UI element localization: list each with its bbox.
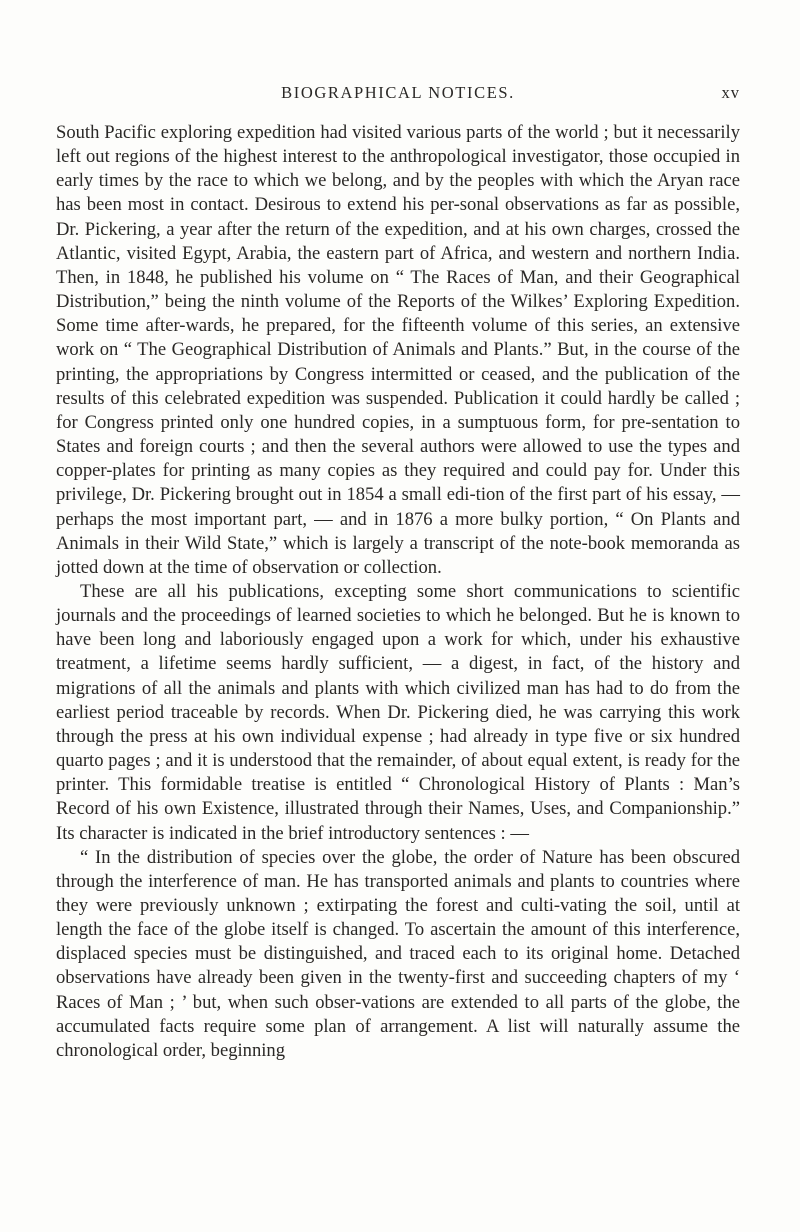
- running-head: [56, 83, 740, 107]
- page-number: xv: [721, 83, 740, 102]
- paragraph-quotation: “ In the distribution of species over the globe, the order of Nature has been obscured through the interference of man. He has transported animals and plants to countries where they were previously unknown ; extirpating the forest and culti-vating the soil, until at length the face of the globe itself is changed. To ascertain the amount of this interference, displaced species must be distinguished, and traced each to its original home. Detached observations have already been given in the twenty-first and succeeding chapters of my ‘ Races of Man ; ’ but, when such obser-vations are extended to all parts of the globe, the accumulated facts require some plan of arrangement. A list will naturally assume the chronological order, beginning: [56, 846, 740, 1061]
- paragraph-continued: South Pacific exploring expedition had visited various parts of the world ; but it necessarily left out regions of the highest interest to the anthropological investigator, those occupied in early times by the race to which we belong, and by the peoples with which the Aryan race has been most in contact. Desirous to extend his per-sonal observations as far as possible, Dr. Pickering, a year after the return of the expedition, and at his own charges, crossed the Atlantic, visited Egypt, Arabia, the eastern part of Africa, and western and northern India. Then, in 1848, he published his volume on “ The Races of Man, and their Geographical Distribution,” being the ninth volume of the Reports of the Wilkes’ Exploring Expedition. Some time after-wards, he prepared, for the fifteenth volume of this series, an extensive work on “ The Geographical Distribution of Animals and Plants.” But, in the course of the printing, the appropriations by Congress intermitted or ceased, and the publication of the results of this celebrated expedition was suspended. Publication it could hardly be called ; for Congress printed only one hundred copies, in a sumptuous form, for pre-sentation to States and foreign courts ; and then the several authors were allowed to use the types and copper-plates for printing as many copies as they required and could pay for. Under this privilege, Dr. Pickering brought out in 1854 a small edi-tion of the first part of his essay, — perhaps the most important part, — and in 1876 a more bulky portion, “ On Plants and Animals in their Wild State,” which is largely a transcript of the note-book memoranda as jotted down at the time of observation or collection.: [56, 122, 740, 578]
- body-text: [56, 121, 740, 1063]
- paragraph-publications: These are all his publications, excepting some short communications to scientific journals and the proceedings of learned societies to which he belonged. But he is known to have been long and laboriously engaged upon a work for which, under his exhaustive treatment, a lifetime seems hardly sufficient, — a digest, in fact, of the history and migrations of all the animals and plants with which civilized man has had to do from the earliest period traceable by records. When Dr. Pickering died, he was carrying this work through the press at his own individual expense ; had already in type five or six hundred quarto pages ; and it is understood that the remainder, of about equal extent, is ready for the printer. This formidable treatise is entitled “ Chronological History of Plants : Man’s Record of his own Existence, illustrated through their Names, Uses, and Companionship.” Its character is indicated in the brief introductory sentences : —: [56, 580, 740, 844]
- running-title: BIOGRAPHICAL NOTICES.: [281, 83, 515, 102]
